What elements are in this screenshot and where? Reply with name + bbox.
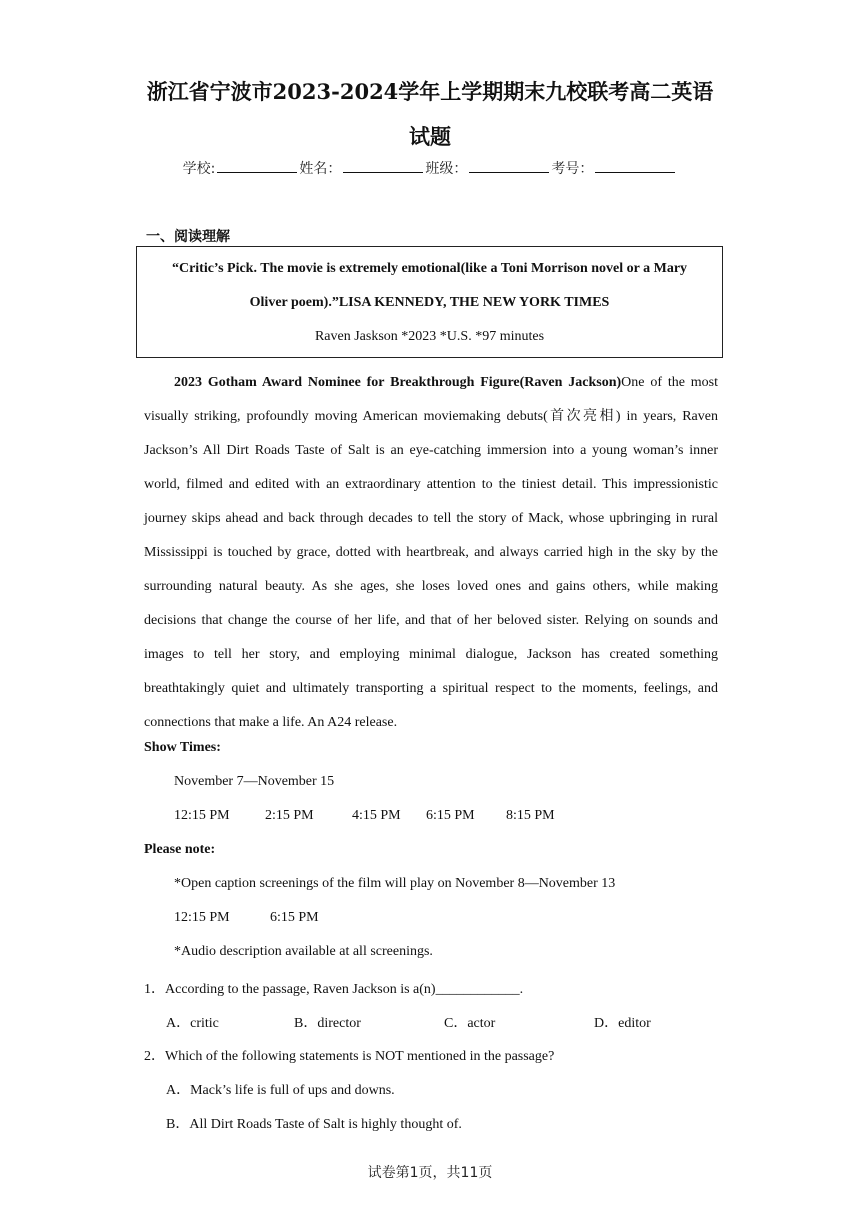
quote-line1: “Critic’s Pick. The movie is extremely emotional(like a Toni Morrison novel or a Mary [171, 261, 688, 276]
quote-box [136, 246, 723, 358]
name-label: 姓名： [299, 161, 342, 177]
show-time-1: 12:15 PM [174, 808, 230, 823]
school-label: 学校: [182, 161, 216, 177]
quote-line3: Raven Jaskson *2023 *U.S. *97 minutes [314, 329, 545, 344]
passage-paragraph [144, 366, 718, 740]
question-1-stem: 1．According to the passage, Raven Jackson is a(n)____________. [144, 982, 524, 997]
doc-title-line2: 试题 [409, 124, 451, 149]
class-blank[interactable] [469, 160, 549, 173]
question-2-option-a[interactable]: A．Mack’s life is full of ups and downs. [166, 1083, 395, 1098]
note-heading: Please note: [144, 842, 216, 857]
show-time-3: 4:15 PM [352, 808, 401, 823]
quote-line2: Oliver poem).”LISA KENNEDY, THE NEW YORK TIMES [249, 295, 610, 310]
audio-line: *Audio description available at all screenings. [174, 944, 433, 959]
exam-no-blank[interactable] [595, 160, 675, 173]
show-time-5: 8:15 PM [506, 808, 555, 823]
school-blank[interactable] [217, 160, 297, 173]
caption-time-2: 6:15 PM [270, 910, 319, 925]
question-1-option-c[interactable]: C．actor [444, 1016, 496, 1031]
student-info [0, 158, 860, 178]
passage-lead: 2023 Gotham Award Nominee for Breakthrough Figure(Raven Jackson) [174, 375, 622, 390]
show-time-4: 6:15 PM [426, 808, 475, 823]
section-title: 一、阅读理解 [146, 229, 230, 245]
show-dates: November 7—November 15 [174, 774, 335, 789]
passage-body: One of the most visually striking, profoundly moving American moviemaking debuts(首次亮相) in years, Raven Jackson’s All Dirt Roads Taste of Salt is an eye-catching immersion into a young woman’s inner world, filmed and edited with an extraordinary attention to the tiniest detail. This impressionistic journey skips ahead and back through decades to tell the story of Mack, whose upbringing in rural Mississippi is touched by grace, dotted with heartbreak, and always carried high in the sky by the surrounding natural beauty. As she ages, she loses loved ones and gains others, while making decisions that change the course of her life, and that of her beloved sister. Relying on sounds and images to tell her story, and employing minimal dialogue, Jackson has created something breathtakingly quiet and ultimately transporting a spiritual respect to the moments, feelings, and connections that make a life. An A24 release. [144, 375, 718, 730]
question-1-option-a[interactable]: A．critic [166, 1016, 219, 1031]
class-label: 班级： [425, 161, 468, 177]
doc-title-line1: 浙江省宁波市2023-2024学年上学期期末九校联考高二英语 [146, 79, 714, 104]
question-1-option-b[interactable]: B．director [294, 1016, 361, 1031]
page-footer: 试卷第1页，共11页 [367, 1165, 493, 1181]
caption-time-1: 12:15 PM [174, 910, 230, 925]
question-1-option-d[interactable]: D．editor [594, 1016, 651, 1031]
caption-line: *Open caption screenings of the film will play on November 8—November 13 [174, 876, 616, 891]
question-2-stem: 2．Which of the following statements is NOT mentioned in the passage? [144, 1049, 555, 1064]
question-2-option-b[interactable]: B．All Dirt Roads Taste of Salt is highly thought of. [166, 1117, 462, 1132]
name-blank[interactable] [343, 160, 423, 173]
show-times-heading: Show Times: [144, 740, 221, 755]
exam-no-label: 考号： [551, 161, 594, 177]
show-time-2: 2:15 PM [265, 808, 314, 823]
